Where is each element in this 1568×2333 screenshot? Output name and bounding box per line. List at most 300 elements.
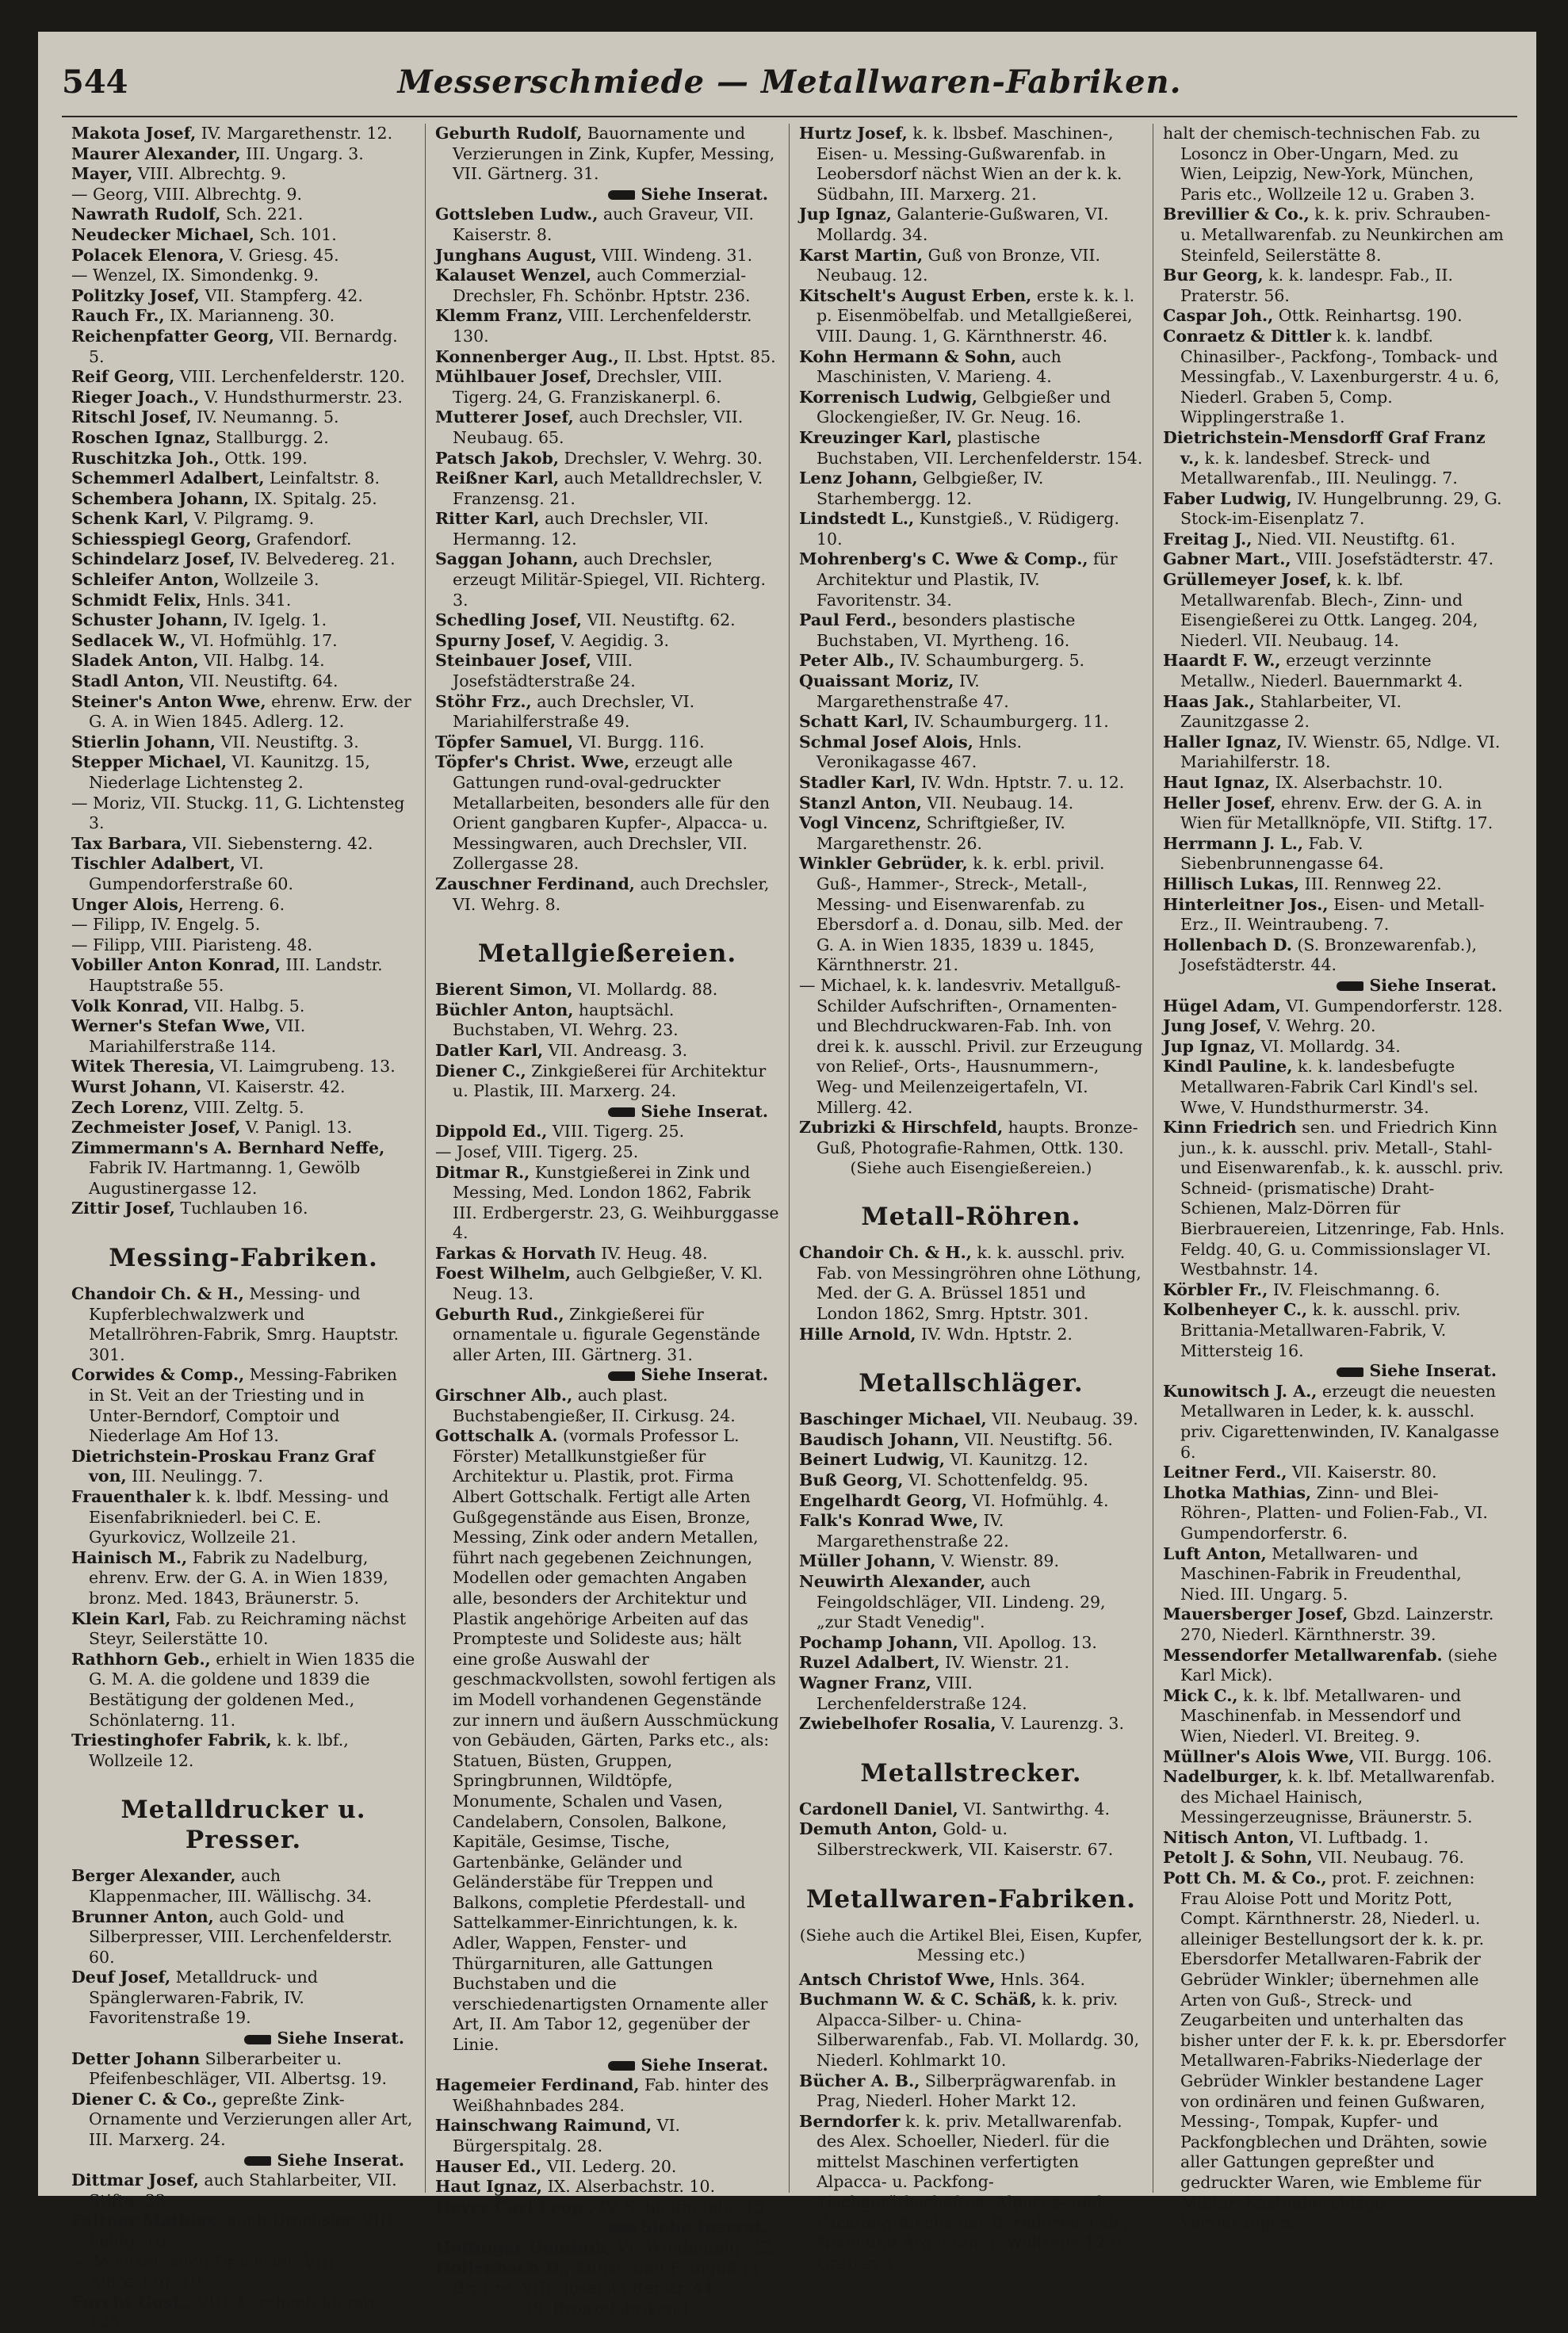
directory-entry <box>799 610 1143 651</box>
entry-name: Berger Alexander, <box>71 1866 236 1886</box>
entry-name: Witek Theresia, <box>71 1057 216 1077</box>
entry-details: — Moriz, VII. Stuckg. 11, G. Lichtensteg 3. <box>71 793 405 833</box>
entry-name: Klein Karl, <box>71 1608 171 1628</box>
entry-name: Vogl Vincenz, <box>799 813 922 833</box>
entry-name: Stepper Michael, <box>71 752 228 772</box>
entry-name: Konnenberger Aug., <box>435 346 619 366</box>
directory-entry <box>799 286 1143 347</box>
entry-details: prot. F. zeichnen: Frau Aloise Pott und Moritz Pott, Compt. Kärnthnerstr. 28, Niederl. u. alleiniger Bestellungsort der k. k. pr. Ebersdorfer Metallwaren-Fabrik der Gebrüder Winkler; übernehmen alle Arten von Guß-, Streck- und Zeugarbeiten und unterhalten das bisher unter der F. k. k. pr. Ebersdorfer Metallwaren-Fabriks-Niederlage der Gebrüder Winkler bestandene Lager von ordinären und feinen Gußwaren, Messing-, Tompak, Kupfer- und Packfongblechen und Drähten, sowie aller Gattungen gepreßter und gedruckter Waren, wie Embleme für Militär, Kästenbeschläge, Verzierungen. <box>1180 1868 1506 2233</box>
entry-name: Rathhorn Geb., <box>71 1649 211 1669</box>
directory-entry <box>435 692 779 732</box>
entry-details: VII. Neustiftg. 62. <box>581 610 736 630</box>
directory-entry <box>435 266 779 306</box>
entry-name: Kolbenheyer C., <box>1163 1300 1308 1320</box>
entry-name: Faber Ludwig, <box>1163 488 1292 508</box>
entry-name: Patsch Jakob, <box>435 448 560 468</box>
entry-details: IV. Wienstr. 21. <box>939 1653 1070 1673</box>
entry-details: Gold- u. Silberstreckwerk, VII. Kaiserstr. 67. <box>817 1819 1114 1859</box>
entry-details: IX. Alserbachstr. 10. <box>1270 773 1444 792</box>
entry-details: VII. Neustiftg. 64. <box>184 671 338 691</box>
entry-name: Datler Karl, <box>435 1040 544 1060</box>
directory-entry <box>71 955 415 996</box>
entry-details: IV. Belvedereg. 21. <box>235 549 396 569</box>
directory-entry <box>71 388 415 408</box>
entry-name: Buchmann W. & C. Schäß, <box>799 1990 1037 2010</box>
entry-details: auch Graveur, VII. Kaiserstr. 8. <box>453 205 754 244</box>
entry-name: Reichenpfatter Georg, <box>71 326 275 346</box>
directory-entry <box>435 2157 779 2178</box>
entry-details: Silberarbeiter u. Pfeifenbeschläger, VII. Albertsg. 19. <box>89 2048 388 2089</box>
directory-entry <box>799 388 1143 428</box>
directory-entry <box>71 671 415 692</box>
entry-details: VII. Siebensterng. 42. <box>187 833 373 853</box>
directory-entry <box>799 1430 1143 1451</box>
entry-details: VIII. Albrechtg. 9. <box>132 164 287 184</box>
entry-details: auch Stahlarbeiter, VII. Stiftg. 33. <box>89 2170 397 2210</box>
directory-entry <box>799 1673 1143 1714</box>
directory-entry <box>799 2112 1143 2274</box>
entry-name: Stanzl Anton, <box>799 793 923 813</box>
entry-name: Nawrath Rudolf, <box>71 205 221 224</box>
entry-name: Kohn Hermann & Sohn, <box>799 346 1017 366</box>
directory-entry <box>71 996 415 1017</box>
directory-entry <box>799 1243 1143 1324</box>
directory-entry <box>799 1450 1143 1471</box>
directory-entry <box>1163 996 1508 1017</box>
entry-name: Detter Johann <box>71 2048 201 2068</box>
entry-details: auch Drechsler, VI. Wehrg. 8. <box>453 874 770 914</box>
entry-details: VI. Kaunitzg. 15, Niederlage Lichtensteg 2. <box>89 752 370 792</box>
directory-entry <box>71 489 415 510</box>
directory-entry <box>71 651 415 671</box>
entry-name: Dittmar Josef, <box>71 2170 199 2190</box>
directory-entry <box>1163 327 1508 428</box>
entry-name: Schembera Johann, <box>71 488 250 508</box>
entry-name: Heyer Carl Leop., <box>435 2197 595 2216</box>
entry-details: Nied. VII. Neustiftg. 61. <box>1252 529 1455 549</box>
entry-name: Deuf Josef, <box>71 1968 171 1987</box>
entry-name: Geburth Rudolf, <box>435 124 583 143</box>
directory-entry <box>71 794 415 834</box>
entry-name: Nadelburger, <box>1163 1767 1283 1787</box>
section-note: (Siehe auch Eisengießereien.) <box>850 1158 1092 1178</box>
entry-name: Lindstedt L., <box>799 509 915 529</box>
section-heading: Metallgießereien. <box>477 939 737 969</box>
entry-name: Dietrichstein-Mensdorff Graf Franz v., <box>1163 427 1486 468</box>
entry-name: Heller Josef, <box>1163 793 1276 813</box>
entry-name: Gottsleben Ludw., <box>435 205 599 224</box>
entry-name: Baudisch Johann, <box>799 1429 960 1449</box>
directory-entry <box>1163 530 1508 550</box>
entry-name: Diener C. & Co., <box>71 2089 218 2109</box>
entry-name: Jung Josef, <box>1163 1016 1262 1036</box>
entry-name: Chandoir Ch. & H., <box>71 1284 244 1304</box>
directory-entry <box>71 549 415 570</box>
entry-details: Ottk. Reinhartsg. 190. <box>1273 306 1463 326</box>
directory-entry <box>1163 1118 1508 1280</box>
entry-details: (vormals Professor L. Förster) Metallkunstgießer für Architektur u. Plastik, prot. Firma Albert Gottschalk. Fertigt alle Arten Gußgegenstände aus Eisen, Bronze, Messing, Zink oder andern Metallen, führt nach gegebenen Zeichnungen, Modellen oder gemachten Angaben alle, besonders der Architektur und Plastik angehörige Arbeiten auf das Prompteste und Solideste aus; hält eine große Auswahl der geschmackvollsten, sowohl fertigen als im Modell vorhandenen Gegenstände zur innern und äußern Ausschmückung von Gebäuden, Gärten, Parks etc., als: Statuen, Büsten, Gruppen, Springbrunnen, Wildtöpfe, Monumente, Schalen und Vasen, Candelabern, Consolen, Balkone, Kapitäle, Gesimse, Tische, Gartenbänke, Geländer und Geländerstäbe für Treppen und Balkons, completie Pferdestall- und Sattelkammer-Einrichtungen, k. k. Adler, Wappen, Fenster- und Thürgarnituren, alle Gattungen Buchstaben und die verschiedenartigsten Ornamente aller Art, II. Am Tabor 12, gegenüber der Linie. <box>453 1426 779 2055</box>
entry-name: Hainisch M., <box>71 1547 188 1567</box>
entry-details: — Josef, VIII. Tigerg. 25. <box>435 1142 639 1161</box>
directory-entry <box>799 651 1143 671</box>
entry-details: — Filipp, VIII. Piaristeng. 48. <box>71 935 313 954</box>
directory-entry <box>1163 266 1508 306</box>
entry-details: k. k. lbf. Metallwarenfab. Blech-, Zinn- und Eisengießerei zu Ottk. Langeg. 204, Niederl. VII. Neubaug. 14. <box>1180 570 1478 650</box>
directory-entry <box>799 2071 1143 2112</box>
directory-entry <box>71 752 415 793</box>
entry-name: Petolt J. & Sohn, <box>1163 1848 1313 1868</box>
entry-details: auch plast. Buchstabengießer, II. Cirkusg. 24. <box>453 1386 736 1425</box>
inserat-label: Siehe Inserat. <box>641 2055 768 2075</box>
directory-entry <box>71 915 415 935</box>
entry-details: IV. Schaumburgerg. 11. <box>908 712 1109 732</box>
pointing-hand-icon <box>608 2061 635 2071</box>
directory-entry <box>435 306 779 346</box>
entry-details: VI. Hofmühlg. 17. <box>185 630 338 650</box>
pointing-hand-icon <box>244 2035 271 2044</box>
entry-details: V. Hundsthurmerstr. 23. <box>199 387 403 407</box>
directory-page <box>38 32 1536 2332</box>
column-3 <box>790 124 1153 2273</box>
directory-entry <box>799 509 1143 549</box>
entry-name: Frauenthaler <box>71 1487 191 1506</box>
entry-details: — Wenzel, IX. Simondenkg. 9. <box>71 266 319 285</box>
entry-details: (siehe Karl Mick). <box>1180 1645 1497 1685</box>
entry-name: Buß Georg, <box>799 1471 904 1490</box>
entry-details: ehrenw. Erw. der G. A. in Wien 1845. Adlerg. 12. <box>89 691 411 732</box>
entry-name: Haut Ignaz, <box>1163 773 1271 792</box>
entry-name: Ditmar R., <box>435 1162 530 1182</box>
entry-details: VIII. Tigerg. 25. <box>547 1122 685 1142</box>
inserat-reference <box>1163 976 1508 996</box>
pointing-hand-icon <box>608 190 635 200</box>
entry-name: Müllner's Alois Wwe, <box>1163 1746 1355 1766</box>
entry-details: Sch. 101. <box>254 224 337 244</box>
entry-name: Töpfer Samuel, <box>435 732 574 752</box>
entry-details: Gelbgießer, IV. Starhembergg. 12. <box>817 469 1044 508</box>
entry-name: Baschinger Michael, <box>799 1409 987 1429</box>
entry-name: Brevillier & Co., <box>1163 205 1310 224</box>
entry-name: Tischler Adalbert, <box>71 854 235 874</box>
directory-entry <box>71 449 415 469</box>
pointing-hand-icon <box>608 1107 635 1117</box>
entry-details: Messing-Fabriken in St. Veit an der Triesting und in Unter-Berndorf, Comptoir und Niederlage Am Hof 13. <box>89 1365 397 1446</box>
entry-details: VII. Apollog. 13. <box>958 1632 1097 1652</box>
entry-details: VI. Gumpendorferstr. 128. <box>1280 996 1503 1015</box>
entry-name: Rieger Joach., <box>71 387 200 407</box>
directory-entry <box>799 976 1143 1118</box>
section-heading: Metallschläger. <box>859 1369 1084 1398</box>
directory-entry <box>71 1866 415 1907</box>
directory-entry <box>71 1118 415 1138</box>
entry-details: erzeugt alle Gattungen rund-oval-gedruckter Metallarbeiten, besonders alle für den Orient gangbaren Kupfer-, Alpacca- u. Messingwaren, auch Drechsler, VII. Zollergasse 28. <box>453 752 771 874</box>
directory-entry <box>71 1199 415 1219</box>
entry-details: III. Ungarg. 3. <box>240 143 364 163</box>
entry-name: Haas Jak., <box>1163 691 1256 711</box>
entry-name: Haller Ignaz, <box>1163 732 1283 752</box>
entry-details: VIII. Josefstädterstr. 47. <box>1291 549 1494 569</box>
inserat-label: Siehe Inserat. <box>277 2029 404 2048</box>
entry-name: Haut Ignaz, <box>435 2177 543 2197</box>
entry-details: — Filipp, IV. Engelg. 5. <box>71 915 261 935</box>
inserat-reference <box>71 2029 415 2049</box>
entry-name: Mutterer Josef, <box>435 407 574 427</box>
entry-details: besonders plastische Buchstaben, VI. Myrtheng. 16. <box>817 610 1076 650</box>
entry-name: Büchler Anton, <box>435 1000 574 1019</box>
entry-details: Fabrik IV. Hartmanng. 1, Gewölb Augustinergasse 12. <box>89 1158 361 1198</box>
entry-details: VII. Andreasg. 3. <box>543 1040 688 1060</box>
entry-details: VIII. Josefstädterstraße 24. <box>453 651 636 691</box>
entry-name: Dietrichstein-Proskau Franz Graf von, <box>71 1446 375 1486</box>
directory-entry <box>71 2211 415 2251</box>
entry-details: IV. Wdn. Hptstr. 7. u. 12. <box>916 773 1125 792</box>
entry-name: Wagner Franz, <box>799 1673 931 1692</box>
entry-name: Jup Ignaz, <box>1163 1036 1256 1056</box>
entry-details: auch Drechsler, VI. Mariahilferstraße 49. <box>453 691 695 732</box>
entry-details: IV. Heug. 48. <box>595 1243 708 1263</box>
directory-entry <box>435 469 779 509</box>
entry-name: Mayer, <box>71 164 133 184</box>
entry-name: Stadler Karl, <box>799 773 916 792</box>
inserat-label: Siehe Inserat. <box>641 1101 768 1121</box>
directory-entry <box>435 2075 779 2116</box>
entry-name: Corwides & Comp., <box>71 1365 245 1385</box>
directory-entry <box>435 651 779 691</box>
entry-details: k. k. priv. Schrauben- u. Metallwarenfab. zu Neunkirchen am Steinfeld, Seilerstätte 8. <box>1180 205 1504 265</box>
inserat-label: Siehe Inserat. <box>277 2150 404 2170</box>
directory-entry <box>1163 1868 1508 2234</box>
entry-name: Vobiller Anton Konrad, <box>71 955 281 975</box>
entry-name: Lenz Johann, <box>799 469 918 488</box>
directory-entry <box>71 266 415 286</box>
entry-details: VIII. Zeltg. 5. <box>189 1097 304 1117</box>
directory-entry <box>799 1714 1143 1734</box>
entry-name: Junghans August, <box>435 245 597 265</box>
entry-name: Schleifer Anton, <box>71 570 220 590</box>
entry-name: Gabner Mart., <box>1163 549 1291 569</box>
entry-name: Bierent Simon, <box>435 980 573 1000</box>
directory-entry <box>799 1572 1143 1633</box>
entry-details: IV. Schleifmühlg. 15. <box>594 2197 770 2216</box>
directory-entry <box>1163 306 1508 327</box>
directory-entry <box>799 732 1143 773</box>
directory-entry <box>71 327 415 367</box>
entry-details: Tuchlauben 16. <box>174 1199 308 1218</box>
entry-name: Zimmermann's A. Bernhard Neffe, <box>71 1138 385 1157</box>
entry-details: IV. Margarethenstraße 22. <box>817 1511 1009 1551</box>
directory-entry <box>799 854 1143 976</box>
entry-name: Sedlacek W., <box>71 630 186 650</box>
entry-name: Beinert Ludwig, <box>799 1450 946 1470</box>
entry-name: Mick C., <box>1163 1685 1238 1705</box>
directory-entry <box>435 124 779 185</box>
directory-entry <box>1163 794 1508 834</box>
entry-name: Kindl Pauline, <box>1163 1057 1293 1077</box>
entry-details: Schriftgießer, IV. Margarethenstr. 26. <box>817 813 1065 853</box>
entry-name: Furcht Gust., <box>71 2292 192 2312</box>
entry-details: Eisen- und Metall-Erz., II. Weintraubeng. 7. <box>1180 894 1485 935</box>
entry-details: V. Laurenzg. 3. <box>996 1714 1124 1734</box>
entry-name: Hollenbach D. <box>1163 935 1292 954</box>
directory-entry <box>71 407 415 428</box>
directory-entry <box>71 732 415 753</box>
inserat-reference <box>435 1102 779 1123</box>
entry-details: VII. Neubaug. 14. <box>922 793 1074 813</box>
entry-name: Girschner Alb., <box>435 1386 573 1406</box>
entry-details: erhielt in Wien 1835 die G. M. A. die goldene und 1839 die Bestätigung der goldenen Med., Schönlaterng. 11. <box>89 1649 415 1730</box>
entry-details: k. k. priv. Alpacca-Silber- u. China-Silberwarenfab., Fab. VI. Mollardg. 30, Niederl. Kohlmarkt 10. <box>817 1990 1140 2070</box>
directory-entry <box>1163 935 1508 976</box>
section-heading: Messing-Fabriken. <box>109 1244 378 1273</box>
entry-details: Gelbgießer und Glockengießer, IV. Gr. Neug. 16. <box>817 387 1111 427</box>
directory-entry <box>435 2197 779 2218</box>
entry-details: Ottk. 199. <box>219 448 308 468</box>
directory-entry <box>71 1077 415 1098</box>
entry-name: Ruschitzka Joh., <box>71 448 220 468</box>
directory-entry <box>1163 1463 1508 1483</box>
entry-name: Korrenisch Ludwig, <box>799 387 977 407</box>
directory-entry <box>799 347 1143 388</box>
entry-details: Hnls. 364. <box>995 1969 1086 1989</box>
inserat-reference <box>435 2056 779 2076</box>
entry-name: Rauch Fr., <box>71 306 165 326</box>
entry-name: Körbler Fr., <box>1163 1279 1268 1299</box>
inserat-reference <box>71 2151 415 2171</box>
entry-name: Peter Alb., <box>799 651 895 671</box>
entry-name: Hainschwang Raimund, <box>435 2116 652 2136</box>
entry-details: k. k. landespr. Fab., II. Praterstr. 56. <box>1180 266 1453 305</box>
inserat-label: Siehe Inserat. <box>641 1365 768 1385</box>
entry-name: Schuster Johann, <box>71 610 228 630</box>
entry-details: VIII. Lerchenfelderstr. 125. <box>89 2292 381 2332</box>
column-2 <box>426 124 790 2318</box>
entry-name: Volk Konrad, <box>71 996 189 1015</box>
directory-entry <box>1163 1016 1508 1037</box>
entry-name: Ruzel Adalbert, <box>799 1653 940 1673</box>
directory-entry <box>435 610 779 631</box>
entry-name: Pochamp Johann, <box>799 1632 958 1652</box>
entry-name: Schedling Josef, <box>435 610 582 630</box>
entry-name: Zwiebelhofer Rosalia, <box>799 1714 996 1734</box>
entry-details: VII. Neustiftg. 56. <box>959 1429 1113 1449</box>
entry-details: haupts. Bronze-Guß, Photografie-Rahmen, Ottk. 130. <box>817 1118 1138 1157</box>
directory-entry <box>71 509 415 530</box>
directory-columns <box>62 124 1517 2332</box>
directory-entry <box>71 1609 415 1650</box>
directory-entry <box>1163 1646 1508 1686</box>
entry-details: plastische Buchstaben, VII. Lerchenfelderstr. 154. <box>817 427 1143 468</box>
directory-entry <box>435 449 779 469</box>
directory-entry <box>71 2293 415 2333</box>
directory-entry <box>71 1968 415 2029</box>
entry-details: k. k. landesbefugte Metallwaren-Fabrik Carl Kindl's sel. Wwe, V. Hundsthurmerstr. 34. <box>1180 1057 1478 1117</box>
entry-name: Paul Ferd., <box>799 610 897 630</box>
entry-name: Schmidt Felix, <box>71 590 202 610</box>
inserat-reference <box>1163 1361 1508 1382</box>
entry-name: Ritter Karl, <box>435 509 540 529</box>
entry-details: Stahlarbeiter, VI. Zaunitzgasse 2. <box>1180 691 1402 732</box>
pointing-hand-icon <box>1337 981 1363 991</box>
entry-name: Falk's Konrad Wwe, <box>799 1511 979 1531</box>
entry-details: gepreßte Zink-Ornamente und Verzierungen aller Art, III. Marxerg. 24. <box>89 2089 413 2150</box>
entry-details: für Architektur und Plastik, IV. Favoritenstr. 34. <box>817 549 1118 610</box>
entry-name: Reißner Karl, <box>435 469 560 488</box>
entry-name: Hinterleitner Jos., <box>1163 894 1329 914</box>
directory-entry <box>71 1650 415 1731</box>
directory-entry <box>71 2252 415 2293</box>
directory-entry <box>435 1264 779 1304</box>
pointing-hand-icon <box>608 1371 635 1381</box>
directory-entry <box>799 813 1143 854</box>
entry-details: Fabrik zu Nadelburg, ehrenv. Erw. der G. A. in Wien 1839, bronz. Med. 1843, Bräunerstr. 5. <box>89 1547 388 1608</box>
entry-name: Foest Wilhelm, <box>435 1264 572 1283</box>
entry-details: Drechsler, VIII. Tigerg. 24, G. Franziskanerpl. 6. <box>453 367 723 407</box>
entry-name: Antsch Christof Wwe, <box>799 1969 996 1989</box>
page-number: 544 <box>62 63 128 101</box>
entry-name: Leitner Ferd., <box>1163 1463 1287 1482</box>
entry-details: IV. Margarethenstraße 47. <box>817 671 1009 711</box>
directory-entry <box>435 874 779 915</box>
entry-details: VI. Schottenfeldg. 95. <box>903 1471 1088 1490</box>
entry-details: sen. und Friedrich Kinn jun., k. k. ausschl. priv. Metall-, Stahl- und Eisenwarenfab., k. k. ausschl. priv. Schneid- (prismatische) Draht-Schienen, Malz-Dörren für Bierbrauereien, Litzenringe, Fab. Hnls. Feldg. 40, G. u. Commissionslager VI. Westbahnstr. 14. <box>1180 1118 1505 1279</box>
entry-name: Maurer Alexander, <box>71 143 241 163</box>
directory-entry <box>1163 1280 1508 1301</box>
entry-details: IV. Igelg. 1. <box>228 610 327 630</box>
entry-name: Stadl Anton, <box>71 671 185 691</box>
inserat-reference <box>435 2217 779 2238</box>
entry-details: VII. Neustiftg. 3. <box>216 732 359 752</box>
directory-entry <box>435 1386 779 1426</box>
entry-name: Müller Johann, <box>799 1551 936 1571</box>
directory-entry <box>1163 1300 1508 1361</box>
entry-details: Fab. hinter des Weißhahnbades 284. <box>453 2075 769 2115</box>
entry-details: auch Gelbgießer, V. Kl. Neug. 13. <box>453 1264 763 1304</box>
entry-details: IV. Hungelbrunng. 29, G. Stock-im-Eisenplatz 7. <box>1180 488 1502 529</box>
entry-details: Kunstgießerei in Zink und Messing, Med. London 1862, Fabrik III. Erdbergerstr. 23, G. Weihburggasse 4. <box>453 1162 779 1243</box>
entry-details: III. Neulingg. 7. <box>126 1467 263 1486</box>
entry-details: VI. Luftbadg. 1. <box>1294 1827 1429 1847</box>
entry-name: Makota Josef, <box>71 124 197 143</box>
directory-entry <box>71 935 415 956</box>
entry-name: Sladek Anton, <box>71 651 199 671</box>
directory-entry <box>435 1426 779 2055</box>
entry-details: Grafendorf. <box>251 529 352 549</box>
entry-name: Schiesspiegl Georg, <box>71 529 252 549</box>
entry-details: Stallburgg. 2. <box>210 427 329 447</box>
directory-entry <box>71 1907 415 1968</box>
entry-name: Schenk Karl, <box>71 509 189 529</box>
entry-details: Messing- und Kupferblechwalzwerk und Metallröhren-Fabrik, Smrg. Hauptstr. 301. <box>89 1284 400 1364</box>
entry-details: auch Metalldrechsler, V. Franzensg. 21. <box>453 469 763 508</box>
entry-name: Diener C., <box>435 1061 526 1080</box>
entry-details: auch Klappenmacher, III. Wällischg. 34. <box>89 1866 373 1906</box>
directory-entry <box>435 407 779 448</box>
entry-details: VII. Halbg. 14. <box>198 651 325 671</box>
directory-entry <box>71 1447 415 1487</box>
directory-entry <box>799 1551 1143 1572</box>
directory-entry <box>1163 1604 1508 1645</box>
entry-details: Leinfaltstr. 8. <box>264 469 381 488</box>
pointing-hand-icon <box>1337 1367 1363 1377</box>
entry-name: Neuwirth Alexander, <box>799 1572 986 1591</box>
entry-details: Fab. zu Reichraming nächst Steyr, Seilerstätte 10. <box>89 1608 407 1649</box>
directory-entry <box>71 631 415 652</box>
entry-name: Jup Ignaz, <box>799 205 892 224</box>
entry-name: Hillisch Lukas, <box>1163 874 1300 893</box>
directory-entry <box>1163 651 1508 691</box>
directory-entry <box>71 692 415 732</box>
entry-details: Metalldruck- und Spänglerwaren-Fabrik, IV. Favoritenstraße 19. <box>89 1968 319 2028</box>
